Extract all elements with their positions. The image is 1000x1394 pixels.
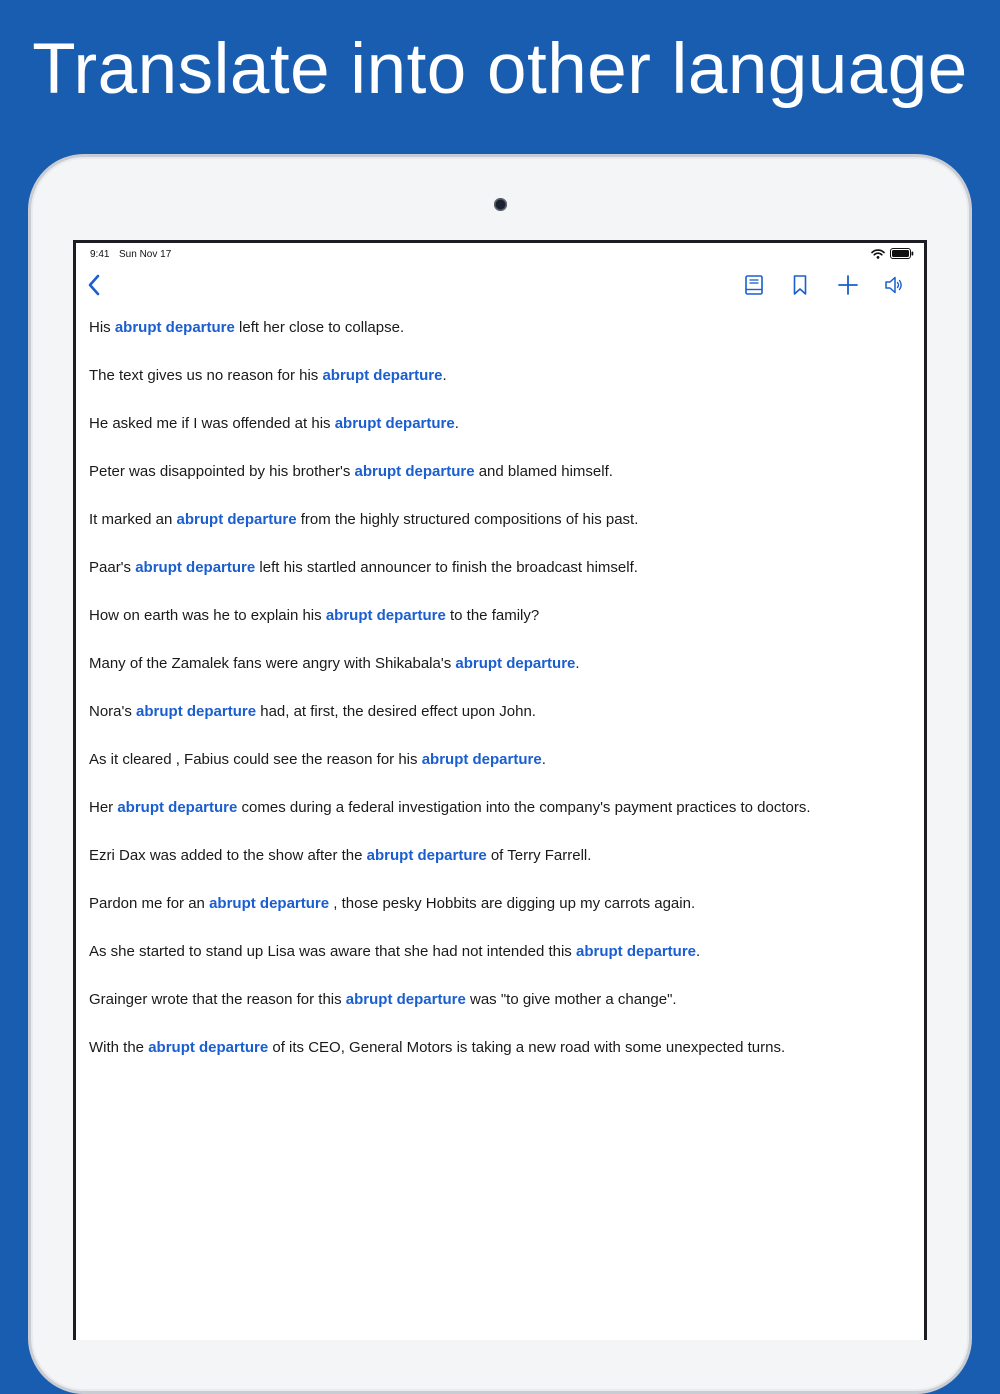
highlighted-phrase[interactable]: abrupt departure: [136, 703, 257, 720]
example-sentence[interactable]: [89, 991, 909, 1039]
sentence-text-after: .: [541, 751, 546, 768]
example-sentence[interactable]: [89, 655, 909, 703]
example-sentence[interactable]: [89, 1039, 909, 1087]
sentence-text-after: to the family?: [445, 607, 540, 624]
sentence-text-before: Grainger wrote that the reason for this: [89, 991, 346, 1008]
book-icon: [744, 274, 764, 301]
highlighted-phrase[interactable]: abrupt departure: [148, 1039, 269, 1056]
example-sentence[interactable]: [89, 943, 909, 991]
bookmark-button[interactable]: [784, 271, 816, 303]
sentence-text-before: It marked an: [89, 511, 177, 528]
sentence-text-after: .: [454, 415, 459, 432]
camera-icon: [494, 198, 507, 211]
example-sentence[interactable]: [89, 751, 909, 799]
plus-icon: [838, 275, 858, 300]
highlighted-phrase[interactable]: abrupt departure: [135, 559, 256, 576]
status-date: Sun Nov 17: [119, 249, 172, 260]
highlighted-phrase[interactable]: abrupt departure: [209, 895, 330, 912]
chevron-left-icon: [87, 274, 101, 301]
speaker-icon: [884, 275, 904, 300]
sentence-text-before: His: [89, 319, 115, 336]
highlighted-phrase[interactable]: abrupt departure: [325, 607, 446, 624]
sentence-text-before: As it cleared , Fabius could see the reason for his: [89, 751, 422, 768]
sentence-text-before: Her: [89, 799, 118, 816]
sentence-text-before: Many of the Zamalek fans were angry with Shikabala's: [89, 655, 456, 672]
sentence-text-after: .: [575, 655, 580, 672]
sentence-text-after: and blamed himself.: [474, 463, 613, 480]
example-sentence[interactable]: [89, 847, 909, 895]
highlighted-phrase[interactable]: abrupt departure: [322, 367, 443, 384]
sentence-text-before: Ezri Dax was added to the show after the: [89, 847, 367, 864]
example-sentence[interactable]: [89, 559, 909, 607]
example-sentence[interactable]: [89, 799, 909, 847]
highlighted-phrase[interactable]: abrupt departure: [117, 799, 238, 816]
highlighted-phrase[interactable]: abrupt departure: [455, 655, 576, 672]
sentence-text-before: He asked me if I was offended at his: [89, 415, 335, 432]
example-sentence[interactable]: [89, 703, 909, 751]
example-sentence[interactable]: [89, 319, 909, 367]
wifi-icon: [871, 249, 885, 262]
highlighted-phrase[interactable]: abrupt departure: [366, 847, 487, 864]
sentence-text-before: As she started to stand up Lisa was aware that she had not intended this: [89, 943, 576, 960]
sentence-list: [89, 319, 909, 1087]
sentence-text-before: With the: [89, 1039, 149, 1056]
example-sentence[interactable]: [89, 895, 909, 943]
sentence-text-after: of its CEO, General Motors is taking a new road with some unexpected turns.: [268, 1039, 786, 1056]
sentence-text-before: The text gives us no reason for his: [89, 367, 323, 384]
example-sentence[interactable]: [89, 367, 909, 415]
status-bar: [76, 243, 924, 265]
highlighted-phrase[interactable]: abrupt departure: [345, 991, 466, 1008]
sentence-text-before: Pardon me for an: [89, 895, 210, 912]
sentence-text-after: of Terry Farrell.: [486, 847, 592, 864]
highlighted-phrase[interactable]: abrupt departure: [176, 511, 297, 528]
dictionary-button[interactable]: [738, 271, 770, 303]
status-indicators: [871, 248, 914, 262]
highlighted-phrase[interactable]: abrupt departure: [421, 751, 542, 768]
sentence-text-before: Peter was disappointed by his brother's: [89, 463, 355, 480]
sentence-text-before: How on earth was he to explain his: [89, 607, 326, 624]
app-screen: [73, 240, 927, 1340]
sentence-text-before: Nora's: [89, 703, 137, 720]
sentence-text-after: .: [696, 943, 701, 960]
highlighted-phrase[interactable]: abrupt departure: [334, 415, 455, 432]
highlighted-phrase[interactable]: abrupt departure: [354, 463, 475, 480]
battery-icon: [890, 248, 914, 262]
promo-headline: Translate into other language: [32, 30, 968, 109]
highlighted-phrase[interactable]: abrupt departure: [114, 319, 235, 336]
sentence-text-after: was "to give mother a change".: [465, 991, 677, 1008]
sentence-text-after: comes during a federal investigation into the company's payment practices to doctors.: [237, 799, 811, 816]
bookmark-icon: [792, 274, 808, 301]
sentence-text-after: had, at first, the desired effect upon John.: [256, 703, 536, 720]
sentence-text-after: left his startled announcer to finish the broadcast himself.: [255, 559, 638, 576]
sentence-text-before: Paar's: [89, 559, 136, 576]
example-sentence[interactable]: [89, 463, 909, 511]
example-sentence[interactable]: [89, 607, 909, 655]
speak-button[interactable]: [878, 271, 910, 303]
status-time: 9:41: [90, 249, 110, 260]
example-sentence[interactable]: [89, 415, 909, 463]
example-sentence[interactable]: [89, 511, 909, 559]
sentence-text-after: left her close to collapse.: [234, 319, 405, 336]
nav-bar: [76, 265, 924, 309]
highlighted-phrase[interactable]: abrupt departure: [575, 943, 696, 960]
sentence-text-after: , those pesky Hobbits are digging up my carrots again.: [329, 895, 696, 912]
add-button[interactable]: [832, 271, 864, 303]
sentence-text-after: .: [442, 367, 447, 384]
sentence-text-after: from the highly structured compositions of his past.: [296, 511, 639, 528]
back-button[interactable]: [78, 271, 110, 303]
